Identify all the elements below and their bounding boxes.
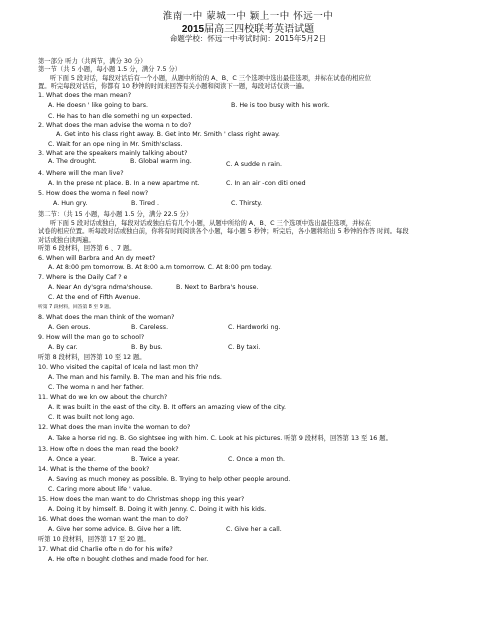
text-line: 5. How does the woma n feel now?	[38, 190, 149, 197]
text-line: C. He has to han dle somethi ng un expected.	[48, 113, 193, 120]
text-line: A. Get into his class right away. B. Get into Mr. Smith ' class right away.	[56, 131, 280, 138]
text-line: A. He ofte n bought clothes and made food for her.	[48, 556, 209, 563]
text-line: A. The man and his family. B. The man and his frie nds.	[48, 374, 222, 381]
text-line: C. By taxi.	[228, 344, 261, 351]
text-line: 13. How ofte n does the man read the book?	[38, 446, 179, 453]
text-line: C. The woma n and her father.	[48, 384, 144, 391]
text-line: 4. Where will the man live?	[38, 170, 124, 177]
text-line: A. In the prese nt place. B. In a new apartme nt.	[48, 180, 200, 187]
text-line: C. Thirsty.	[231, 200, 263, 207]
text-line: B. Tired .	[131, 200, 160, 207]
text-line: 17. What did Charlie ofte n do for his wife?	[38, 546, 173, 553]
text-line: B. Next to Barbra's house.	[176, 284, 259, 291]
exam-subtitle: 命题学校：怀远一中考试时间：2015年5月2日	[169, 34, 327, 43]
title-rest: 届高三四校联考英语试题	[204, 24, 315, 35]
text-line: 听第 6 段材料，回答第 6 、7 题。	[38, 245, 136, 252]
text-line: 7. Where is the Daily Caf ? e	[38, 274, 128, 281]
text-line: 第一部分 听力（共两节，满分 30 分）	[38, 58, 147, 65]
text-line: B. Global warm ing.	[130, 158, 192, 165]
text-line: C. Once a mon th.	[228, 456, 285, 463]
text-line: C. It was built not long ago.	[48, 414, 135, 421]
text-line: 8. What does the man think of the woman?	[38, 314, 175, 321]
text-line: 12. What does the man invite the woman to do?	[38, 424, 191, 431]
text-line: A. By car.	[48, 344, 78, 351]
text-line: C. Wait for an ope ning in Mr. Smith'sclass.	[48, 141, 183, 148]
text-line: C. Give her a call.	[226, 526, 282, 533]
text-line: 9. How will the man go to school?	[38, 334, 145, 341]
text-line: 1. What does the man mean?	[38, 92, 132, 99]
text-line: 听第 8 段材料，回答第 10 至 12 题。	[38, 354, 146, 361]
text-line: C. At the end of Fifth Avenue.	[48, 294, 141, 301]
text-line: 10. Who visited the capital of Icela nd last mon th?	[38, 364, 199, 371]
text-line: 6. When will Barbra and An dy meet?	[38, 255, 156, 262]
text-line: A. Take a horse rid ng. B. Go sightsee ing with him. C. Look at his pictures. 听第 9 段材料，回答第 13 至 16 题。	[48, 435, 392, 442]
text-line: 2. What does the man advise the woma n to do?	[38, 122, 192, 129]
text-line: A. Gen erous.	[48, 324, 91, 331]
text-line: 3. What are the speakers mainly talking about?	[38, 150, 188, 157]
text-line: A. Hun gry.	[53, 200, 88, 207]
text-line: C. In an air -con diti oned	[226, 180, 306, 187]
text-line: 试卷的相应位置。听每段对话或独白前，你将有时间阅读各个小题，每小题 5 秒钟；听完后，各小题将给出 5 秒钟的作答 时间。每段	[38, 228, 409, 235]
text-line: A. The drought.	[48, 158, 97, 165]
text-line: 听下面 5 段对话，每段对话后有一个小题，从题中所给的 A、B、C 三个选项中选出最佳选项，并标在试卷的相应位	[50, 75, 371, 82]
text-line: A. Doing it by himself. B. Doing it with Jenny. C. Doing it with his kids.	[48, 506, 267, 513]
schools-line: 淮南一中 蒙城一中 颖上一中 怀远一中	[162, 11, 334, 22]
text-line: C. A sudde n rain.	[226, 161, 283, 168]
text-line: A. Saving as much money as possible. B. Trying to help other people around.	[48, 476, 291, 483]
text-line: A. Near An dy'sgra ndma'shouse.	[48, 284, 153, 291]
text-line: 14. What is the theme of the book?	[38, 466, 150, 473]
text-line: B. By bus.	[131, 344, 163, 351]
text-line: A. He doesn ' like going to bars.	[48, 102, 148, 109]
text-line: B. Twice a year.	[131, 456, 180, 463]
text-line: 置。听完每段对话后，你都有 10 秒钟的时间来回答有关小题和阅读下一题，每段对话仅读一遍。	[38, 83, 309, 90]
text-line: B. Careless.	[131, 324, 169, 331]
text-line: C. Hardworki ng.	[228, 324, 281, 331]
text-line: 听下面 5 段对话或独白，每段对话或独白后有几个小题，从题中所给的 A、B、C 三个选项中选出最佳选项，并标在	[50, 220, 371, 227]
text-line: A. It was built in the east of the city. B. It offers an amazing view of the city.	[48, 404, 287, 411]
text-line: 第一节（共 5 小题，每小题 1.5 分，满分 7.5 分）	[38, 66, 182, 73]
text-line: 第二节：（共 15 小题，每小题 1.5 分，满分 22.5 分）	[38, 211, 193, 218]
text-line: 听第 10 段材料，回答第 17 至 20 题。	[38, 536, 150, 543]
text-line: 听第 7 段材料，回答第 8 至 9 题。	[38, 305, 114, 310]
text-line: A. At 8:00 pm tomorrow. B. At 8:00 a.m tomorrow. C. At 8:00 pm today.	[48, 264, 272, 271]
text-line: 11. What do we kn ow about the church?	[38, 394, 168, 401]
text-line: 对话或独白读两遍。	[38, 237, 95, 244]
text-line: B. He is too busy with his work.	[231, 102, 330, 109]
text-line: A. Give her some advice. B. Give her a lift.	[48, 526, 182, 533]
text-line: C. Caring more about life ' value.	[48, 486, 152, 493]
text-line: 15. How does the man want to do Christmas shopp ing this year?	[38, 496, 245, 503]
text-line: A. Once a year.	[48, 456, 96, 463]
text-line: 16. What does the woman want the man to do?	[38, 516, 189, 523]
title-year: 2015	[181, 24, 205, 35]
